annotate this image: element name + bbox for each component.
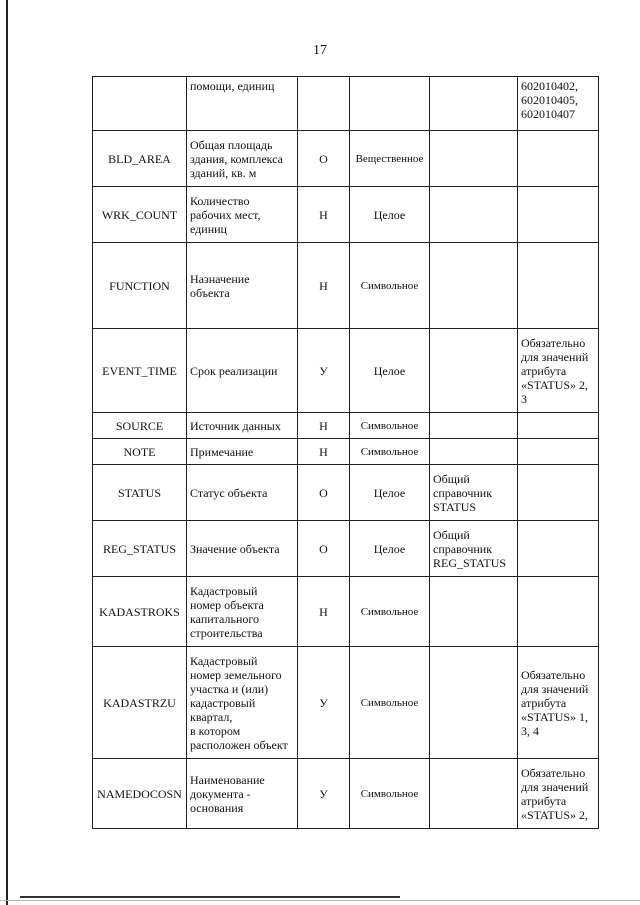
attribute-note-cell <box>518 465 599 521</box>
attribute-requirement-cell: О <box>298 465 350 521</box>
attribute-code-cell: WRK_COUNT <box>93 187 187 243</box>
attribute-description-cell <box>187 77 298 131</box>
attribute-requirement-cell: О <box>298 131 350 187</box>
attribute-description-cell-line: здания, комплекса <box>190 151 283 166</box>
attribute-note-cell-line: 602010407 <box>521 107 575 121</box>
table-row <box>93 577 599 647</box>
attribute-requirement-cell: У <box>298 647 350 759</box>
attribute-description-cell-line: зданий, кв. м <box>190 165 257 180</box>
attribute-reference-cell-line: STATUS <box>433 499 477 514</box>
attribute-description-cell-line: единиц <box>190 221 227 236</box>
attribute-code-cell: BLD_AREA <box>93 131 187 187</box>
attribute-note-cell-line: для значений <box>521 681 589 696</box>
attribute-requirement-cell: Н <box>298 187 350 243</box>
attribute-type-cell: Символьное <box>350 413 430 439</box>
attribute-type-cell: Целое <box>350 187 430 243</box>
table-row <box>93 647 599 759</box>
attribute-description-cell-line: расположен объект <box>190 737 288 752</box>
attribute-note-cell-line: для значений <box>521 349 589 364</box>
attribute-note-cell-line: Обязательно <box>521 667 586 682</box>
page-edge-bottom <box>20 896 400 898</box>
attribute-note-cell-line: «STATUS» 1, <box>521 709 589 724</box>
attribute-description-cell-line: Общая площадь <box>190 137 273 152</box>
attribute-description-cell <box>187 243 298 329</box>
attribute-note-cell-line: для значений <box>521 779 589 794</box>
table-row <box>93 413 599 439</box>
attribute-requirement-cell <box>298 77 350 131</box>
page-edge-bottom-shadow <box>0 900 640 901</box>
attribute-description-cell-line: строительства <box>190 625 263 640</box>
attribute-type-cell: Целое <box>350 465 430 521</box>
attribute-description-cell-line: капитального <box>190 611 259 626</box>
attribute-description-cell-line: Количество <box>190 193 250 208</box>
attribute-code-cell <box>93 77 187 131</box>
attribute-type-cell: Символьное <box>350 577 430 647</box>
attribute-description-cell-line: Назначение <box>190 271 250 286</box>
attribute-reference-cell <box>430 131 518 187</box>
attribute-description-cell-line: Наименование <box>190 772 265 787</box>
attribute-description-cell-line: номер объекта <box>190 597 264 612</box>
attribute-reference-cell <box>430 187 518 243</box>
attribute-description-cell-line: помощи, единиц <box>190 79 275 93</box>
attribute-reference-cell <box>430 77 518 131</box>
attribute-type-cell: Символьное <box>350 439 430 465</box>
attribute-reference-cell <box>430 759 518 829</box>
attribute-description-cell-line: Статус объекта <box>190 485 268 500</box>
attribute-note-cell-line: атрибута <box>521 695 567 710</box>
table-row <box>93 521 599 577</box>
attribute-code-cell: KADASTRZU <box>93 647 187 759</box>
table-row <box>93 759 599 829</box>
table-row <box>93 329 599 413</box>
attribute-description-cell-line: номер земельного <box>190 667 282 682</box>
attribute-note-cell-line: Обязательно <box>521 335 586 350</box>
attribute-note-cell-line: «STATUS» 2, <box>521 377 589 392</box>
attribute-requirement-cell: У <box>298 329 350 413</box>
attribute-note-cell-line: атрибута <box>521 363 567 378</box>
attribute-description-cell-line: Кадастровый <box>190 583 258 598</box>
attribute-type-cell: Символьное <box>350 647 430 759</box>
attribute-type-cell: Символьное <box>350 759 430 829</box>
attribute-description-cell-line: в котором <box>190 723 241 738</box>
attribute-requirement-cell: У <box>298 759 350 829</box>
attribute-description-cell-line: документа - <box>190 786 251 801</box>
attribute-description-cell <box>187 647 298 759</box>
attribute-reference-cell <box>430 647 518 759</box>
attribute-note-cell-line: 602010405, <box>521 93 578 107</box>
attribute-note-cell <box>518 329 599 413</box>
attribute-requirement-cell: О <box>298 521 350 577</box>
attribute-description-cell-line: рабочих мест, <box>190 207 261 222</box>
attribute-type-cell <box>350 77 430 131</box>
attribute-description-cell <box>187 577 298 647</box>
attribute-note-cell <box>518 577 599 647</box>
attribute-code-cell: REG_STATUS <box>93 521 187 577</box>
table-row <box>93 131 599 187</box>
attribute-code-cell: STATUS <box>93 465 187 521</box>
attribute-description-cell-line: квартал, <box>190 709 233 724</box>
attribute-code-cell: KADASTROKS <box>93 577 187 647</box>
table-row <box>93 439 599 465</box>
attribute-note-cell <box>518 243 599 329</box>
attribute-note-cell <box>518 131 599 187</box>
attribute-description-cell <box>187 413 298 439</box>
attribute-code-cell: NAMEDOCOSN <box>93 759 187 829</box>
attribute-reference-cell-line: Общий <box>433 471 470 486</box>
table-row <box>93 187 599 243</box>
attribute-description-cell-line: кадастровый <box>190 695 256 710</box>
attribute-requirement-cell: Н <box>298 413 350 439</box>
attribute-note-cell <box>518 759 599 829</box>
attribute-description-cell <box>187 329 298 413</box>
attribute-description-cell-line: объекта <box>190 285 230 300</box>
attribute-description-cell-line: Значение объекта <box>190 541 280 556</box>
table-row <box>93 465 599 521</box>
attribute-note-cell-line: Обязательно <box>521 765 586 780</box>
attribute-description-cell <box>187 131 298 187</box>
table-row <box>93 77 599 131</box>
attribute-description-cell-line: Кадастровый <box>190 653 258 668</box>
attribute-note-cell <box>518 413 599 439</box>
attribute-reference-cell-line: справочник <box>433 541 493 556</box>
attribute-reference-cell <box>430 243 518 329</box>
attribute-note-cell-line: атрибута <box>521 793 567 808</box>
attribute-description-cell-line: участка и (или) <box>190 681 269 696</box>
attribute-description-cell-line: Примечание <box>190 444 254 459</box>
page-number: 17 <box>313 43 327 58</box>
attribute-reference-cell-line: REG_STATUS <box>433 555 507 570</box>
attribute-description-cell <box>187 759 298 829</box>
attribute-description-cell <box>187 465 298 521</box>
attribute-type-cell: Символьное <box>350 243 430 329</box>
attribute-note-cell <box>518 77 599 131</box>
attribute-requirement-cell: Н <box>298 439 350 465</box>
attribute-type-cell: Целое <box>350 329 430 413</box>
attribute-description-cell <box>187 439 298 465</box>
page-edge-left <box>6 0 8 905</box>
attributes-table <box>92 76 599 829</box>
attribute-reference-cell <box>430 577 518 647</box>
attribute-note-cell <box>518 521 599 577</box>
attribute-note-cell-line: 3, 4 <box>521 723 539 738</box>
attribute-requirement-cell: Н <box>298 577 350 647</box>
attribute-reference-cell <box>430 413 518 439</box>
attribute-note-cell <box>518 439 599 465</box>
attribute-note-cell-line: 602010402, <box>521 79 578 93</box>
attribute-description-cell-line: Источник данных <box>190 418 281 433</box>
attribute-note-cell-line: 3 <box>521 391 527 406</box>
attribute-description-cell <box>187 187 298 243</box>
attribute-note-cell <box>518 647 599 759</box>
attribute-code-cell: FUNCTION <box>93 243 187 329</box>
attribute-reference-cell <box>430 465 518 521</box>
attribute-type-cell: Целое <box>350 521 430 577</box>
attribute-description-cell-line: основания <box>190 800 244 815</box>
attribute-description-cell <box>187 521 298 577</box>
attribute-reference-cell-line: Общий <box>433 527 470 542</box>
attribute-note-cell-line: «STATUS» 2, <box>521 807 589 822</box>
attribute-code-cell: EVENT_TIME <box>93 329 187 413</box>
attribute-type-cell: Вещественное <box>350 131 430 187</box>
attribute-note-cell <box>518 187 599 243</box>
attribute-description-cell-line: Срок реализации <box>190 363 278 378</box>
attribute-code-cell: NOTE <box>93 439 187 465</box>
attribute-code-cell: SOURCE <box>93 413 187 439</box>
table-row <box>93 243 599 329</box>
attribute-reference-cell <box>430 521 518 577</box>
attribute-reference-cell <box>430 329 518 413</box>
attribute-reference-cell <box>430 439 518 465</box>
attribute-requirement-cell: Н <box>298 243 350 329</box>
attribute-reference-cell-line: справочник <box>433 485 493 500</box>
